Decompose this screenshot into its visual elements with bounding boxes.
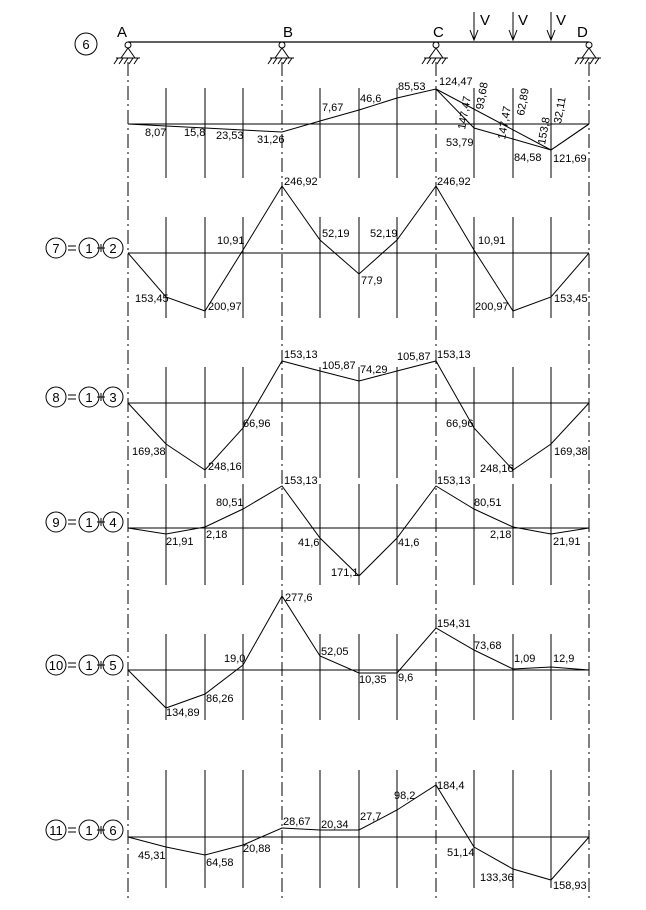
moment-value: 66,96 — [243, 418, 271, 430]
diagram-9 — [46, 475, 589, 585]
moment-value: 51,14 — [447, 847, 475, 859]
moment-value: 8,07 — [145, 127, 167, 139]
moment-value: 32,11 — [552, 96, 569, 125]
moment-value: 73,68 — [474, 640, 502, 652]
combo-term: 1 — [85, 390, 93, 405]
moment-value: 15,8 — [184, 127, 206, 139]
moment-value: 147,47 — [456, 95, 474, 131]
moment-value: 98,2 — [394, 790, 416, 802]
moment-value: 52,05 — [321, 646, 349, 658]
diagram-id: 9 — [52, 515, 60, 530]
moment-value: 158,93 — [553, 880, 587, 892]
moment-value: 153,8 — [536, 116, 553, 146]
load-label: V — [518, 12, 529, 29]
point-label-d: D — [577, 24, 588, 41]
combo-term: 1 — [85, 823, 93, 838]
combo-term: 3 — [109, 390, 117, 405]
diagram-10 — [46, 592, 589, 720]
moment-value: 10,91 — [217, 235, 245, 247]
diagram-id: 6 — [82, 37, 90, 52]
diagram-id: 10 — [48, 658, 64, 673]
moment-value: 154,31 — [437, 618, 471, 630]
moment-value: 105,87 — [397, 351, 431, 363]
combo-term: 1 — [85, 515, 93, 530]
moment-value: 77,9 — [361, 275, 383, 287]
moment-value: 153,13 — [437, 475, 471, 487]
moment-curve-part — [551, 124, 589, 150]
moment-value: 246,92 — [284, 176, 318, 188]
combo-term: 6 — [109, 823, 117, 838]
combo-term: 5 — [109, 658, 117, 673]
moment-value: 84,58 — [514, 152, 542, 164]
combo-term: 4 — [109, 515, 117, 530]
diagram-id: 11 — [49, 823, 63, 838]
combo-term: 1 — [85, 241, 93, 256]
moment-value: 86,26 — [206, 693, 234, 705]
moment-value: 80,51 — [216, 497, 244, 509]
diagram-7 — [46, 176, 589, 318]
ordinate-lines — [166, 770, 551, 888]
support-c — [422, 42, 448, 64]
diagram-6 — [75, 33, 589, 178]
moment-value: 200,97 — [475, 301, 509, 313]
moment-value: 28,67 — [283, 816, 311, 828]
moment-value: 41,6 — [298, 537, 320, 549]
moment-value: 20,34 — [321, 819, 349, 831]
moment-value: 20,88 — [243, 843, 271, 855]
moment-value: 105,87 — [322, 360, 356, 372]
moment-value: 171,1 — [331, 567, 359, 579]
moment-value: 23,53 — [216, 130, 244, 142]
moment-value: 147,47 — [496, 105, 514, 141]
load-label: V — [556, 12, 567, 29]
point-label-b: B — [283, 24, 294, 41]
moment-value: 10,91 — [478, 235, 506, 247]
moment-value: 64,58 — [206, 857, 234, 869]
moment-value: 153,13 — [437, 349, 471, 361]
moment-value: 62,89 — [515, 87, 532, 117]
moment-value: 19,0 — [224, 653, 246, 665]
moment-value: 248,16 — [208, 461, 242, 473]
moment-value: 246,92 — [437, 176, 471, 188]
moment-value: 27,7 — [360, 811, 382, 823]
moment-value: 169,38 — [132, 446, 166, 458]
moment-value: 121,69 — [553, 153, 587, 165]
diagram-id: 7 — [52, 241, 60, 256]
moment-value: 2,18 — [490, 529, 512, 541]
moment-value: 153,13 — [284, 349, 318, 361]
moment-value: 21,91 — [166, 536, 194, 548]
load-label: V — [480, 12, 491, 29]
point-label-a: A — [117, 24, 128, 41]
moment-value: 12,9 — [553, 653, 575, 665]
moment-value: 153,45 — [135, 293, 169, 305]
moment-value: 31,26 — [257, 134, 285, 146]
combo-term: 2 — [109, 241, 117, 256]
moment-value: 1,09 — [514, 653, 536, 665]
moment-value: 7,67 — [322, 102, 344, 114]
moment-value: 52,19 — [370, 228, 398, 240]
moment-value: 66,96 — [446, 418, 474, 430]
moment-value: 85,53 — [398, 81, 426, 93]
moment-value: 74,29 — [360, 364, 388, 376]
moment-value: 200,97 — [208, 301, 242, 313]
moment-value: 133,36 — [480, 872, 514, 884]
diagram-id: 8 — [52, 390, 60, 405]
moment-value: 10,35 — [359, 674, 387, 686]
moment-value: 9,6 — [398, 672, 414, 684]
moment-value: 21,91 — [553, 536, 581, 548]
moment-value: 153,45 — [554, 293, 588, 305]
moment-value: 45,31 — [138, 850, 166, 862]
moment-value: 169,38 — [554, 446, 588, 458]
moment-value: 46,6 — [360, 93, 382, 105]
point-label-c: C — [433, 24, 444, 41]
support-d — [575, 42, 601, 64]
diagram-11 — [46, 770, 589, 892]
moment-value: 184,4 — [437, 780, 465, 792]
diagram-8 — [46, 349, 589, 478]
moment-value: 93,68 — [474, 81, 491, 111]
moment-value: 248,16 — [480, 463, 514, 475]
support-b — [268, 42, 294, 64]
moment-value: 153,13 — [284, 475, 318, 487]
support-a — [114, 42, 140, 64]
moment-value: 134,89 — [166, 707, 200, 719]
moment-value: 277,6 — [285, 592, 313, 604]
moment-value: 124,47 — [439, 76, 473, 88]
moment-value: 41,6 — [398, 537, 420, 549]
moment-value: 52,19 — [322, 228, 350, 240]
moment-value: 80,51 — [474, 497, 502, 509]
combo-term: 1 — [85, 658, 93, 673]
moment-value: 2,18 — [206, 529, 228, 541]
moment-value: 53,79 — [446, 137, 474, 149]
